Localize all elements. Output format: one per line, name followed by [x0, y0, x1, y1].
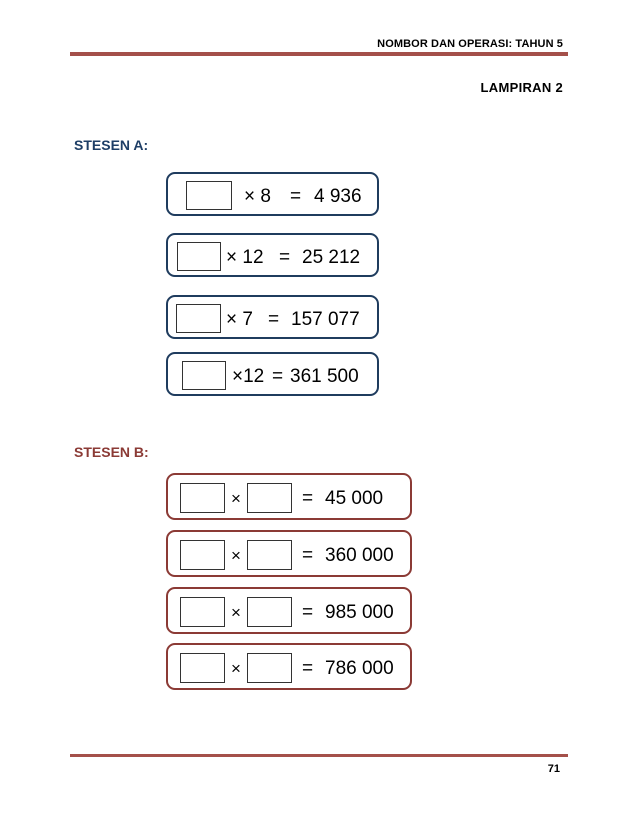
- page-number: 71: [547, 763, 560, 775]
- times-sign: ×: [231, 489, 241, 508]
- equals-sign: =: [302, 658, 314, 679]
- equals-sign: =: [302, 545, 314, 566]
- station-a-equation-4: [166, 352, 379, 396]
- answer-blank[interactable]: [186, 181, 232, 210]
- times-sign: ×: [231, 659, 241, 678]
- station-a-equation-2: [166, 233, 379, 277]
- factor-blank-1[interactable]: [180, 483, 225, 513]
- multiplier: × 8: [244, 186, 271, 207]
- footer-divider: [70, 754, 568, 757]
- result: 360 000: [325, 545, 394, 566]
- factor-blank-2[interactable]: [247, 483, 292, 513]
- factor-blank-2[interactable]: [247, 540, 292, 570]
- equals-sign: =: [272, 366, 284, 387]
- equals-sign: =: [302, 488, 314, 509]
- equals-sign: =: [290, 186, 302, 207]
- factor-blank-2[interactable]: [247, 597, 292, 627]
- station-b-equation-1: [166, 473, 412, 520]
- result: 786 000: [325, 658, 394, 679]
- result: 361 500: [290, 366, 359, 387]
- header-title: NOMBOR DAN OPERASI: TAHUN 5: [377, 38, 563, 50]
- factor-blank-1[interactable]: [180, 540, 225, 570]
- multiplier: ×12: [232, 366, 265, 387]
- result: 45 000: [325, 488, 384, 509]
- station-a-equation-3: [166, 295, 379, 339]
- station-b-equation-4: [166, 643, 412, 690]
- station-a-equation-1: [166, 172, 379, 216]
- station-b-title: STESEN B:: [74, 444, 149, 460]
- equals-sign: =: [302, 602, 314, 623]
- equals-sign: =: [268, 309, 280, 330]
- multiplier: × 7: [226, 309, 253, 330]
- factor-blank-2[interactable]: [247, 653, 292, 683]
- header-divider: [70, 52, 568, 56]
- result: 25 212: [302, 247, 361, 268]
- factor-blank-1[interactable]: [180, 597, 225, 627]
- result: 985 000: [325, 602, 394, 623]
- answer-blank[interactable]: [182, 361, 226, 390]
- answer-blank[interactable]: [177, 242, 221, 271]
- station-a-title: STESEN A:: [74, 137, 149, 153]
- station-b-equation-2: [166, 530, 412, 577]
- result: 157 077: [291, 309, 360, 330]
- times-sign: ×: [231, 546, 241, 565]
- factor-blank-1[interactable]: [180, 653, 225, 683]
- multiplier: × 12: [226, 247, 264, 268]
- appendix-label: LAMPIRAN 2: [480, 80, 563, 95]
- station-b-equation-3: [166, 587, 412, 634]
- equals-sign: =: [279, 247, 291, 268]
- result: 4 936: [314, 186, 362, 207]
- times-sign: ×: [231, 603, 241, 622]
- answer-blank[interactable]: [176, 304, 221, 333]
